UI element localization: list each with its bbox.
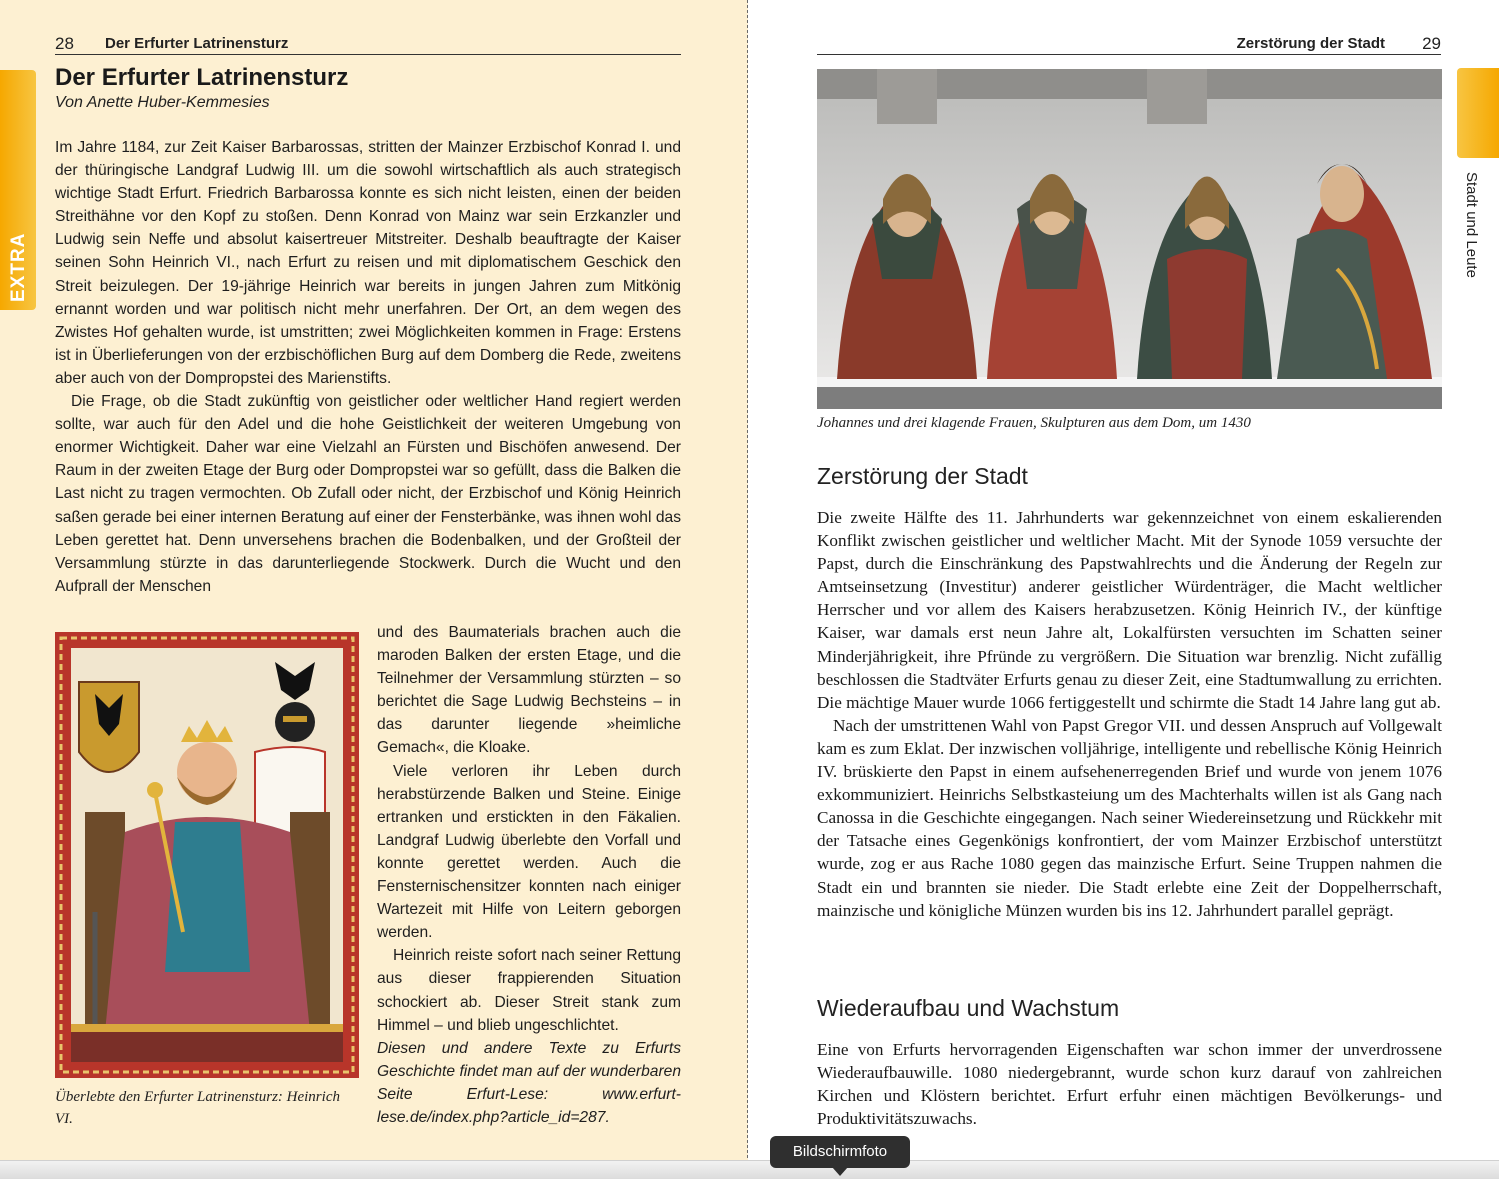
screenshot-tooltip: Bildschirmfoto xyxy=(770,1136,910,1168)
heinrich-miniature-image xyxy=(55,632,359,1078)
article-body-column xyxy=(377,621,681,1129)
article-paragraph-2: Die Frage, ob die Stadt zukünftig von geistlicher oder weltlicher Hand regiert werden sollte, war auch für den Adel und die hohe Geistlichkeit der weiteren Umgebung von enormer Wichtigkeit. Daher war eine Vielzahl an Fürsten und Bischöfen anwesend. Der Raum in der zweiten Etage der Burg oder Dompropstei war so gefüllt, dass die Balken die Last nicht zu tragen vermochten. Ob Zufall oder nicht, der Erzbischof und König Heinrich saßen gerade bei einer internen Beratung auf einer der Fensterbänke, was ihnen wohl das Leben gerettet hat. Denn unversehens brachen die Bodenbalken, und der Großteil der Versammlung stürzte in das darunterliegende Stockwerk. Durch die Wucht und den Aufprall der Menschen xyxy=(55,393,681,595)
tooltip-arrow xyxy=(832,1167,848,1176)
section-paragraph-3: Eine von Erfurts hervorragenden Eigenschaften war schon immer der unverdrossene Wiederaufbauwille. 1080 niedergebrannt, wurde schon kurz darauf von zahlreichen Kirchen und Klöstern berichtet. Erfurt erfuhr einen mächtigen Bevölkerungs- und Produktivitätszuwachs. xyxy=(817,1040,1442,1129)
article-author: Von Anette Huber-Kemmesies xyxy=(55,94,270,111)
section-paragraph-2: Nach der umstrittenen Wahl von Papst Gregor VII. und dessen Anspruch auf Vollgewalt kam es zum Eklat. Der inzwischen volljährige, intelligente und rebellische König Heinrich IV. brüskierte den Papst in einem aufsehenerregenden Brief und wurde von jenem 1076 exkommuniziert. Heinrichs Selbstkasteiung um des Machterhalts willen ist als Gang nach Canossa in die Geschichte eingegangen. Nach seiner Wiedereinsetzung und Rückkehr mit der Tatsache eines Gegenkönigs konfrontiert, der vom Mainzer Erzbischof unterstützt wurde, zog er aus Rache 1080 gegen das mainzische Erfurt. Seine Truppen nahmen die Stadt ein und brannten sie nieder. Die Stadt erlebte eine Zeit der Doppelherrschaft, mainzische und königliche Münzen wurden bis ins 12. Jahrhundert parallel geprägt. xyxy=(817,715,1442,920)
article-paragraph-3: Viele verloren ihr Leben durch herabstürzende Balken und Steine. Einige ertranken und erstickten in den Fäkalien. Landgraf Ludwig überlebte den Vorfall und konnte gerettet werden. Auch die Fensternischensitzer konnten nach einiger Wartezeit mit Hilfe von Leitern geborgen werden. xyxy=(377,762,681,942)
chapter-tab xyxy=(1457,68,1499,158)
running-title-right: Zerstörung der Stadt xyxy=(1236,35,1385,52)
article-title: Der Erfurter Latrinensturz xyxy=(55,64,349,91)
running-head-right xyxy=(817,34,1441,55)
chapter-tab-label: Stadt und Leute xyxy=(1463,172,1480,278)
article-body-top xyxy=(55,136,681,598)
extra-tab-label: EXTRA xyxy=(8,232,29,302)
running-title-left: Der Erfurter Latrinensturz xyxy=(105,35,289,52)
section-paragraph-1: Die zweite Hälfte des 11. Jahrhunderts war gekennzeichnet von einem eskalierenden Konflikt zwischen geistlicher und weltlicher Macht. Mit der Synode 1059 versuchte der Papst, durch die Einschränkung des Papstwahlrechts und die Änderung der Regeln zur Amtseinsetzung (Investitur) anderer geistlicher Würdenträger, die Macht weltlicher Herrscher und vor allem des Kaisers herabzusetzen. König Heinrich IV., der künftige Kaiser, war damals erst neun Jahre alt, Lokalfürsten versuchten im Schatten seiner Minderjährigkeit, ihre Pfründe zu vergrößern. Die Situation war brenzlig. Nicht zufällig beschlossen die Stadtväter Erfurts genau zu dieser Zeit, eine Stadtumwallung zu errichten. Die mächtige Mauer wurde 1066 fertiggestellt und schirmte die Stadt 14 Jahre lang gut ab. xyxy=(817,508,1442,712)
page-fold-divider xyxy=(747,0,748,1178)
page-number-left: 28 xyxy=(55,34,74,53)
section-heading-rebuilding: Wiederaufbau und Wachstum xyxy=(817,995,1120,1021)
article-paragraph-4: Heinrich reiste sofort nach seiner Rettung aus dieser frappierenden Situation schockiert ab. Dieser Streit stank zum Himmel – und blieb ungeschlichtet. xyxy=(377,947,681,1034)
article-paragraph-2-continued: und des Baumaterials brachen auch die maroden Balken der ersten Etage, und die Teilnehmer der Versammlung stürzten – so berichtet die Sage Ludwig Bechsteins – in das darunter liegende »heimliche Gemach«, die Kloake. xyxy=(377,624,681,757)
article-paragraph-1: Im Jahre 1184, zur Zeit Kaiser Barbarossas, stritten der Mainzer Erzbischof Konrad I. und der thüringische Landgraf Ludwig III. um die sowohl wirtschaftlich als auch strategisch wichtige Stadt Erfurt. Friedrich Barbarossa konnte es sich nicht leisten, einen der beiden Streithähne vor den Kopf zu stoßen. Denn Konrad von Mainz war sein Erzkanzler und Ludwig sein Neffe und absolut kaisertreuer Mitstreiter. Deshalb beauftragte der Kaiser seinen Sohn Heinrich VI., nach Erfurt zu reisen und mit diplomatischem Geschick den Streit beizulegen. Der 19-jährige Heinrich war bereits in jungen Jahren zum Mitkönig ernannt worden und war politisch nicht mehr unerfahren. Der Ort, an dem wegen des Zwistes Hof gehalten wurde, ist umstritten; zwei Möglichkeiten kommen in Frage: Erstens ist in Überlieferungen von der erzbischöflichen Burg auf dem Domberg die Rede, zweitens aber auch von der Dompropstei des Marienstifts. xyxy=(55,139,681,387)
photo-caption: Johannes und drei klagende Frauen, Skulpturen aus dem Dom, um 1430 xyxy=(817,415,1251,431)
miniature-caption: Überlebte den Erfurter Latrinensturz: Heinrich VI. xyxy=(55,1089,340,1127)
section-body-rebuilding xyxy=(817,1038,1442,1130)
sculptures-photo xyxy=(817,69,1442,409)
section-body-destruction xyxy=(817,506,1442,922)
running-head-left xyxy=(55,34,681,55)
article-source-note: Diesen und andere Texte zu Erfurts Geschichte findet man auf der wunderbaren Seite Erfurt-Lese: www.erfurt-lese.de/index.php?article_id=287. xyxy=(377,1039,681,1126)
page-number-right: 29 xyxy=(1422,34,1441,53)
bottom-strip xyxy=(0,1160,1499,1179)
section-heading-destruction: Zerstörung der Stadt xyxy=(817,463,1028,489)
